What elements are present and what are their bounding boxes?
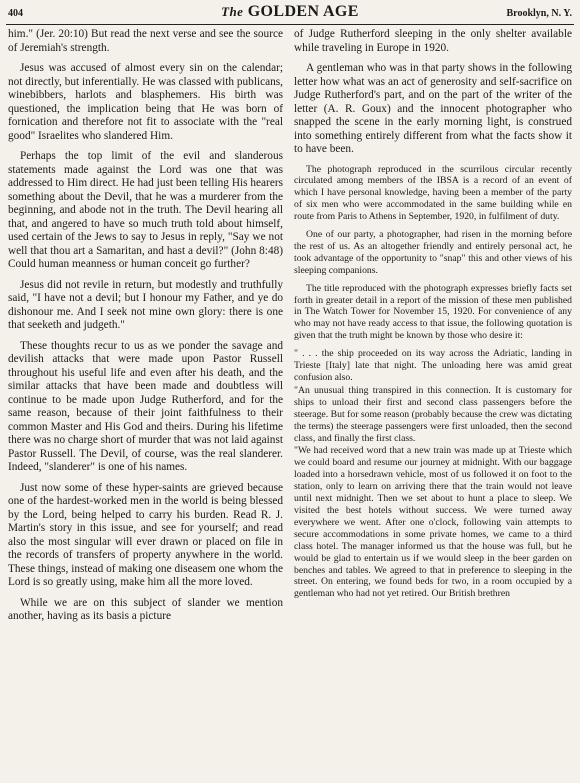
article-body xyxy=(6,28,574,781)
paragraph: of Judge Rutherford sleeping in the only shelter available while traveling in Europe in 1920. xyxy=(294,28,572,54)
letter-paragraph: The title reproduced with the photograph expresses briefly facts set forth in greater detail in a report of the mission of these men published in The Watch Tower for November 15, 1920. For convenience of any who may not have ready access to that issue, the following quotation is given that the truth might be known by those who desire it: xyxy=(294,282,572,342)
paragraph: Jesus did not revile in return, but modestly and truthfully said, "I have not a devil; but I honour my Father, and ye do dishonour me. And I seek not mine own glory: there is one that seeketh and judgeth." xyxy=(8,278,283,331)
paragraph: A gentleman who was in that party shows in the following letter how what was an act of generosity and self-sacrifice on Judge Rutherford's part, and on the part of the writer of the letter (A. R. Goux) and the innocent photographer who snapped the scene in the early morning light, is construed into something entirely different from what the facts show it to have been. xyxy=(294,62,572,155)
quoted-paragraph: " . . . the ship proceeded on its way across the Adriatic, landing in Trieste [Italy] late that night. The unloading here was amid great confusion also. xyxy=(294,348,572,383)
left-column xyxy=(8,28,283,781)
paragraph: Just now some of these hyper-saints are grieved because one of the hardest-worked men in the world is being blessed by the Lord, being helped to carry his burden. Read R. J. Martin's story in this issue, and see for yourself; and read also the most singular will ever drawn or placed on file in the records of transfers of property anywhere in the world. These things, instead of making one diseasem one whom the Lord is so greatly using, make him all the more loved. xyxy=(8,481,283,588)
publication-title-the: The xyxy=(221,4,244,19)
publication-title xyxy=(6,3,574,21)
right-column xyxy=(294,28,572,781)
quoted-paragraph: "We had received word that a new train was made up at Trieste which we could board and resume our journey at midnight. With our baggage loaded into a horsedrawn vehicle, most of us followed it on foot to the station, only to learn on arriving there that the train would not leave until next midnight. Then we set about to hunt a place to sleep. We visited the best hotels without success. We were turned away everywhere we went. After one o'clock, following vain attempts to secure accommodations in some private homes, we came to a third class hotel. The manager informed us that the house was full, but he would be glad to entertain us if we would sleep in the beer garden on benches and tables. We agreed to that in preference to sleeping in the street. On entering, we found beds for two, in a room occupied by a gentleman who had not yet retired. Our British brethren xyxy=(294,445,572,600)
publication-place: Brooklyn, N. Y. xyxy=(506,8,572,19)
publication-title-main: GOLDEN AGE xyxy=(247,3,359,20)
letter-paragraph: One of our party, a photographer, had risen in the morning before the rest of us. As an altogether friendly and entirely personal act, he took advantage of the opportunity to "snap" this and other views of his sleeping companions. xyxy=(294,229,572,276)
paragraph: Perhaps the top limit of the evil and slanderous statements made against the Lord was one that was addressed to Him direct. He had just been telling His hearers something about the Devil, that he was a murderer from the beginning, and abode not in the truth. The Devil hearing all that, and angered to have so much truth told about himself, used certain of the Jews to say to Jesus in reply, "Say we not well that thou art a Samaritan, and hast a devil?" (John 8:48) Could human meanness or human conceit go further? xyxy=(8,150,283,270)
paragraph: Jesus was accused of almost every sin on the calendar; not directly, but inferentially. He was classed with publicans, winebibbers, harlots and blasphemers. His birth was questioned, the implication being that He was born of fornication and therefore not fit to associate with the "real good" Israelites who slandered Him. xyxy=(8,62,283,142)
letter-paragraph: The photograph reproduced in the scurrilous circular recently circulated among members of the IBSA is a record of an event of which I have personal knowledge, having been a member of the party of six men who were accommodated in the same building while en route from Paris to Athens in September, 1920, in fulfilment of duty. xyxy=(294,163,572,223)
paragraph: While we are on this subject of slander we mention another, having as its basis a picture xyxy=(8,596,283,622)
page-number: 404 xyxy=(8,8,23,19)
paragraph: him." (Jer. 20:10) But read the next verse and see the source of Jeremiah's strength. xyxy=(8,28,283,54)
page xyxy=(6,2,574,781)
page-header xyxy=(6,2,574,25)
quoted-paragraph: "An unusual thing transpired in this connection. It is customary for ships to unload their first and second class passengers before the steerage. But for some reason (probably because the crew was dictating the terms) the steerage passengers were first unloaded, then the second class, and finally the first class. xyxy=(294,384,572,444)
paragraph: These thoughts recur to us as we ponder the savage and devilish attacks that were made upon Pastor Russell throughout his useful life and even after his death, and the similar attacks that have been made and doubtless will continue to be made upon Judge Rutherford, and for the same reason, because of their joint faithfulness to their common Master and His God and theirs. During his lifetime there was no charge short of murder that was not laid against Pastor Russell. The Devil, of course, was the real slanderer. Indeed, "slanderer" is one of his names. xyxy=(8,339,283,473)
